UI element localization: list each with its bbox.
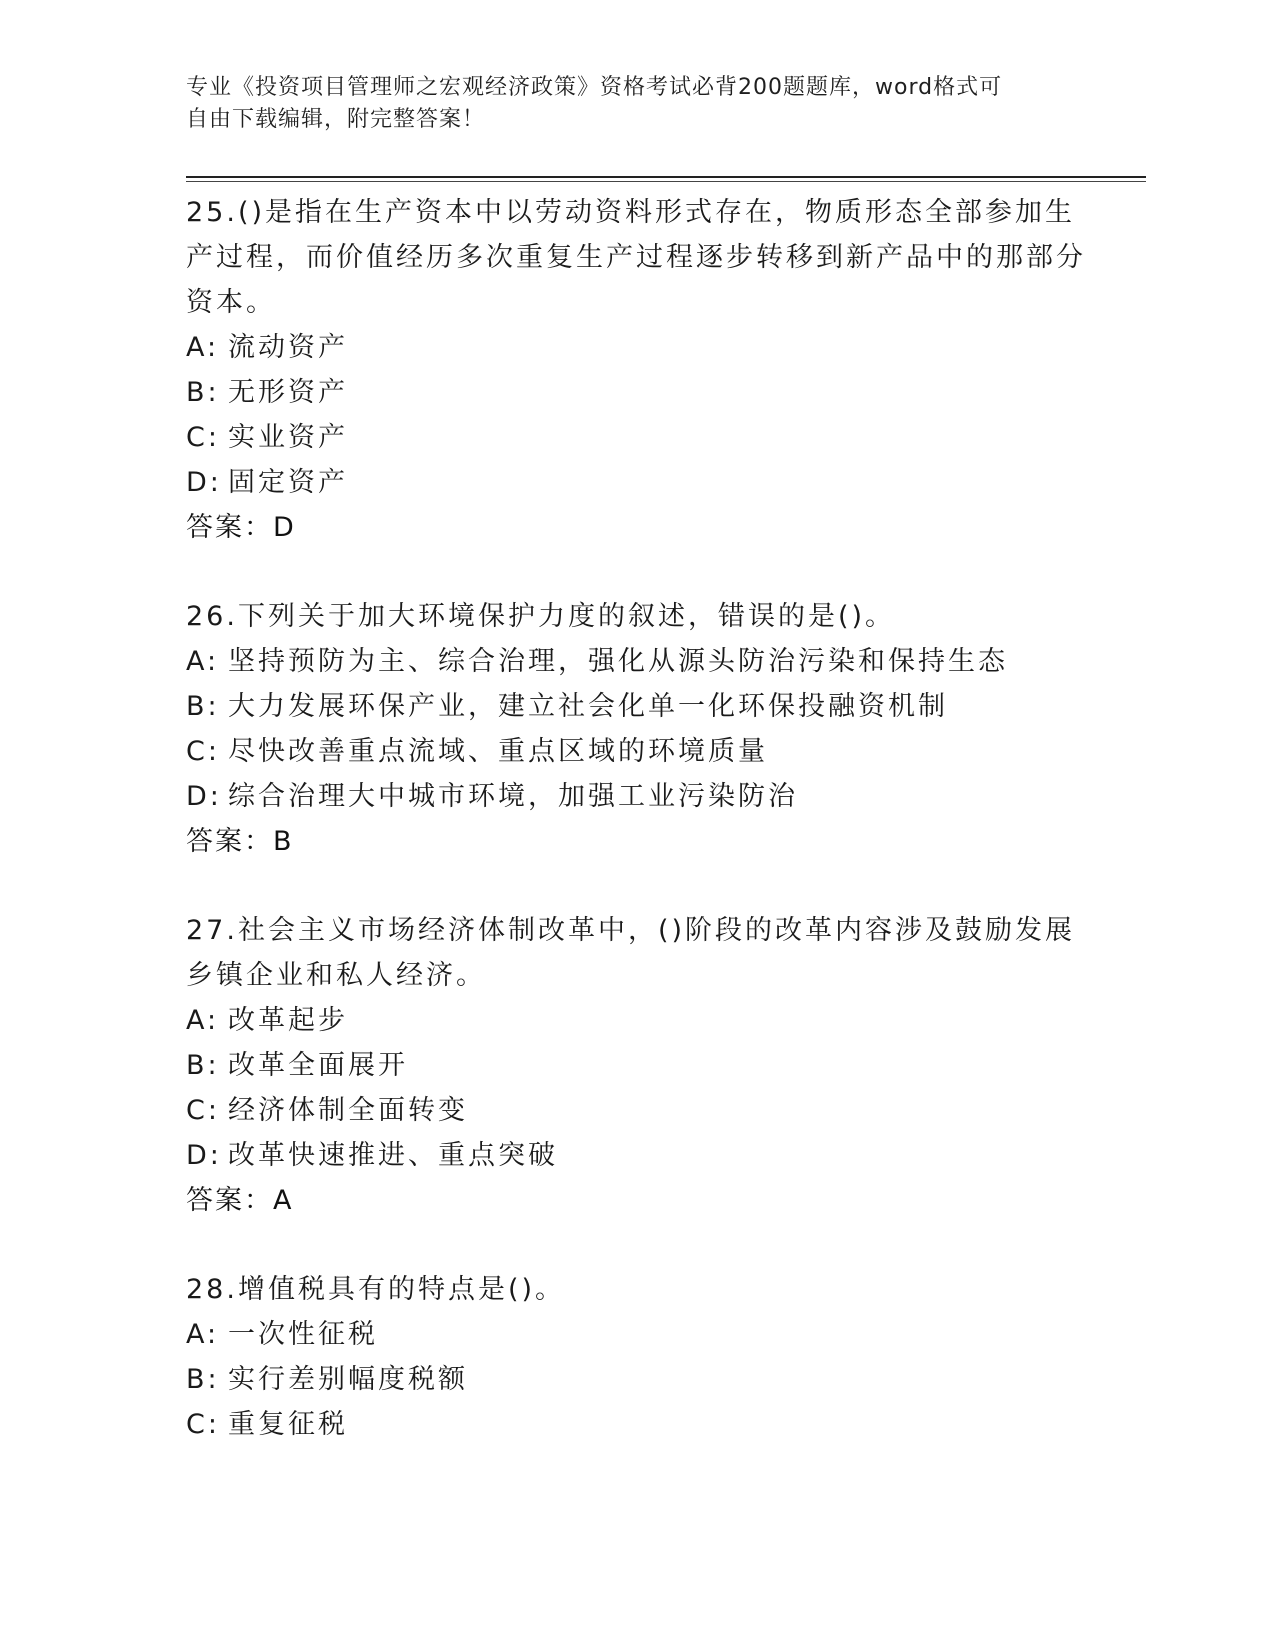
option-letter: A: xyxy=(186,332,220,363)
option-text: 改革全面展开 xyxy=(228,1050,408,1081)
option-text: 实行差别幅度税额 xyxy=(228,1364,468,1395)
option-text: 流动资产 xyxy=(228,332,348,363)
option-a xyxy=(186,998,1086,1043)
question-26 xyxy=(186,594,1086,864)
option-text: 大力发展环保产业，建立社会化单一化环保投融资机制 xyxy=(228,691,948,722)
option-letter: D: xyxy=(186,781,222,812)
option-d xyxy=(186,460,1086,505)
option-d xyxy=(186,774,1086,819)
header-divider-thin xyxy=(186,181,1146,182)
option-letter: B: xyxy=(186,691,220,722)
option-b xyxy=(186,1357,1086,1402)
header-line-2: 自由下载编辑，附完整答案！ xyxy=(186,107,486,132)
document-header xyxy=(186,72,1066,136)
option-c xyxy=(186,729,1086,774)
answer-label: 答案：D xyxy=(186,512,296,543)
option-text: 重复征税 xyxy=(228,1409,348,1440)
option-letter: D: xyxy=(186,1140,222,1171)
question-28 xyxy=(186,1267,1086,1447)
question-25 xyxy=(186,190,1086,550)
option-text: 综合治理大中城市环境，加强工业污染防治 xyxy=(228,781,798,812)
option-letter: C: xyxy=(186,1095,220,1126)
option-c xyxy=(186,415,1086,460)
option-text: 一次性征税 xyxy=(228,1319,378,1350)
option-b xyxy=(186,370,1086,415)
option-b xyxy=(186,1043,1086,1088)
question-stem: 26.下列关于加大环境保护力度的叙述，错误的是()。 xyxy=(186,601,896,632)
header-line-1: 专业《投资项目管理师之宏观经济政策》资格考试必背200题题库，word格式可 xyxy=(186,75,1003,100)
question-list xyxy=(186,190,1086,1491)
option-letter: B: xyxy=(186,1364,220,1395)
option-text: 经济体制全面转变 xyxy=(228,1095,468,1126)
option-text: 改革起步 xyxy=(228,1005,348,1036)
option-letter: C: xyxy=(186,1409,220,1440)
option-letter: C: xyxy=(186,736,220,767)
option-text: 尽快改善重点流域、重点区域的环境质量 xyxy=(228,736,768,767)
answer-label: 答案：B xyxy=(186,826,294,857)
option-letter: D: xyxy=(186,467,222,498)
option-text: 固定资产 xyxy=(228,467,348,498)
option-letter: B: xyxy=(186,1050,220,1081)
question-stem: 27.社会主义市场经济体制改革中，()阶段的改革内容涉及鼓励发展乡镇企业和私人经济。 xyxy=(186,915,1076,991)
option-letter: C: xyxy=(186,422,220,453)
option-letter: A: xyxy=(186,646,220,677)
option-a xyxy=(186,1312,1086,1357)
option-c xyxy=(186,1402,1086,1447)
option-b xyxy=(186,684,1086,729)
option-d xyxy=(186,1133,1086,1178)
option-c xyxy=(186,1088,1086,1133)
option-text: 坚持预防为主、综合治理，强化从源头防治污染和保持生态 xyxy=(228,646,1008,677)
option-text: 无形资产 xyxy=(228,377,348,408)
option-a xyxy=(186,325,1086,370)
option-a xyxy=(186,639,1086,684)
option-letter: B: xyxy=(186,377,220,408)
header-divider xyxy=(186,176,1146,178)
option-text: 改革快速推进、重点突破 xyxy=(228,1140,558,1171)
answer-label: 答案：A xyxy=(186,1185,294,1216)
option-letter: A: xyxy=(186,1319,220,1350)
question-stem: 25.()是指在生产资本中以劳动资料形式存在，物质形态全部参加生产过程，而价值经历多次重复生产过程逐步转移到新产品中的那部分资本。 xyxy=(186,197,1086,318)
question-27 xyxy=(186,908,1086,1223)
question-stem: 28.增值税具有的特点是()。 xyxy=(186,1274,566,1305)
option-letter: A: xyxy=(186,1005,220,1036)
option-text: 实业资产 xyxy=(228,422,348,453)
